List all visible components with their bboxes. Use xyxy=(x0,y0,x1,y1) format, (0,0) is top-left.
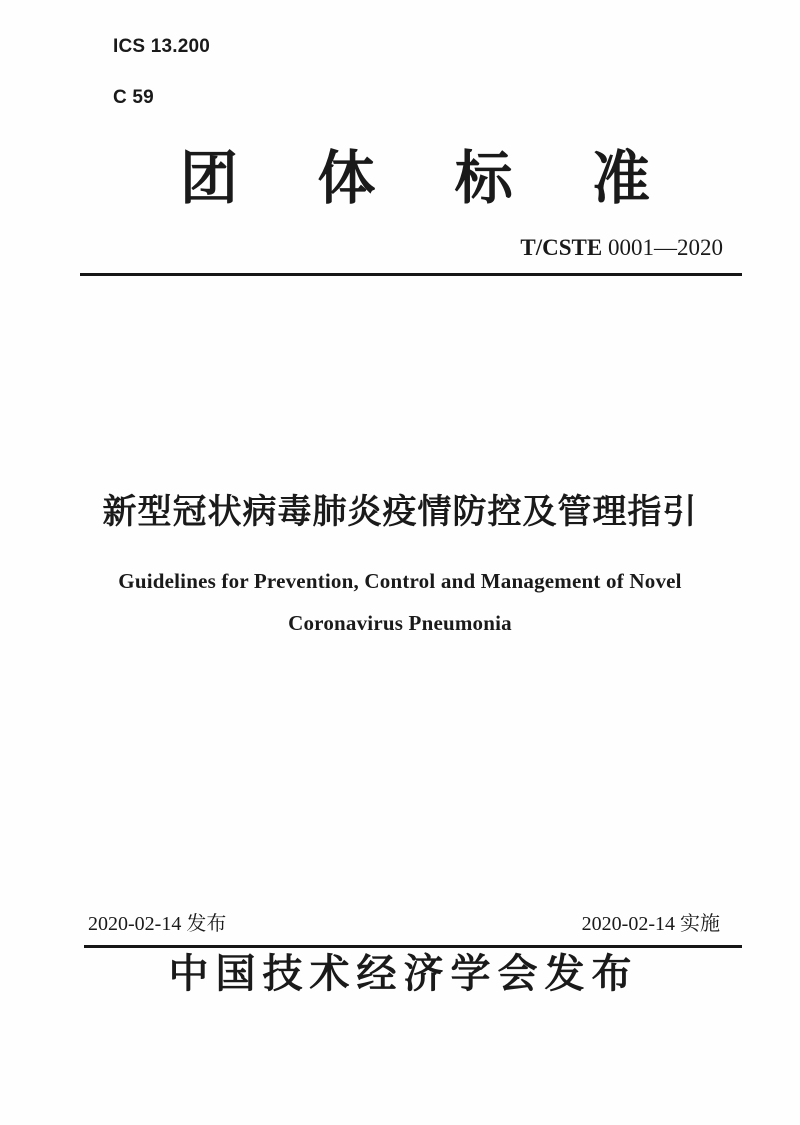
standard-number-prefix: T/CSTE xyxy=(520,235,603,260)
implementation-date: 2020-02-14 实施 xyxy=(581,913,720,935)
ics-code: ICS 13.200 xyxy=(113,36,211,57)
issue-date: 2020-02-14 发布 xyxy=(88,913,227,935)
header-rule xyxy=(80,273,742,276)
standard-type-char-3: 标 xyxy=(454,146,513,211)
standard-type-char-2: 体 xyxy=(317,146,376,211)
document-title-english-line1: Guidelines for Prevention, Control and Management of Novel xyxy=(118,569,682,593)
standard-number xyxy=(520,234,723,262)
publisher-name: 中国技术经济学会发布 xyxy=(168,951,639,996)
classification-code: C 59 xyxy=(113,87,154,108)
standard-type-char-4: 准 xyxy=(591,146,650,211)
standard-type-char-1: 团 xyxy=(180,146,239,211)
document-title-chinese: 新型冠状病毒肺炎疫情防控及管理指引 xyxy=(102,493,698,531)
document-title-english-line2: Coronavirus Pneumonia xyxy=(288,611,512,635)
standard-type-heading xyxy=(180,146,650,211)
standard-number-digits: 0001—2020 xyxy=(602,235,723,260)
footer-rule xyxy=(84,945,742,948)
dates-row xyxy=(88,911,720,937)
